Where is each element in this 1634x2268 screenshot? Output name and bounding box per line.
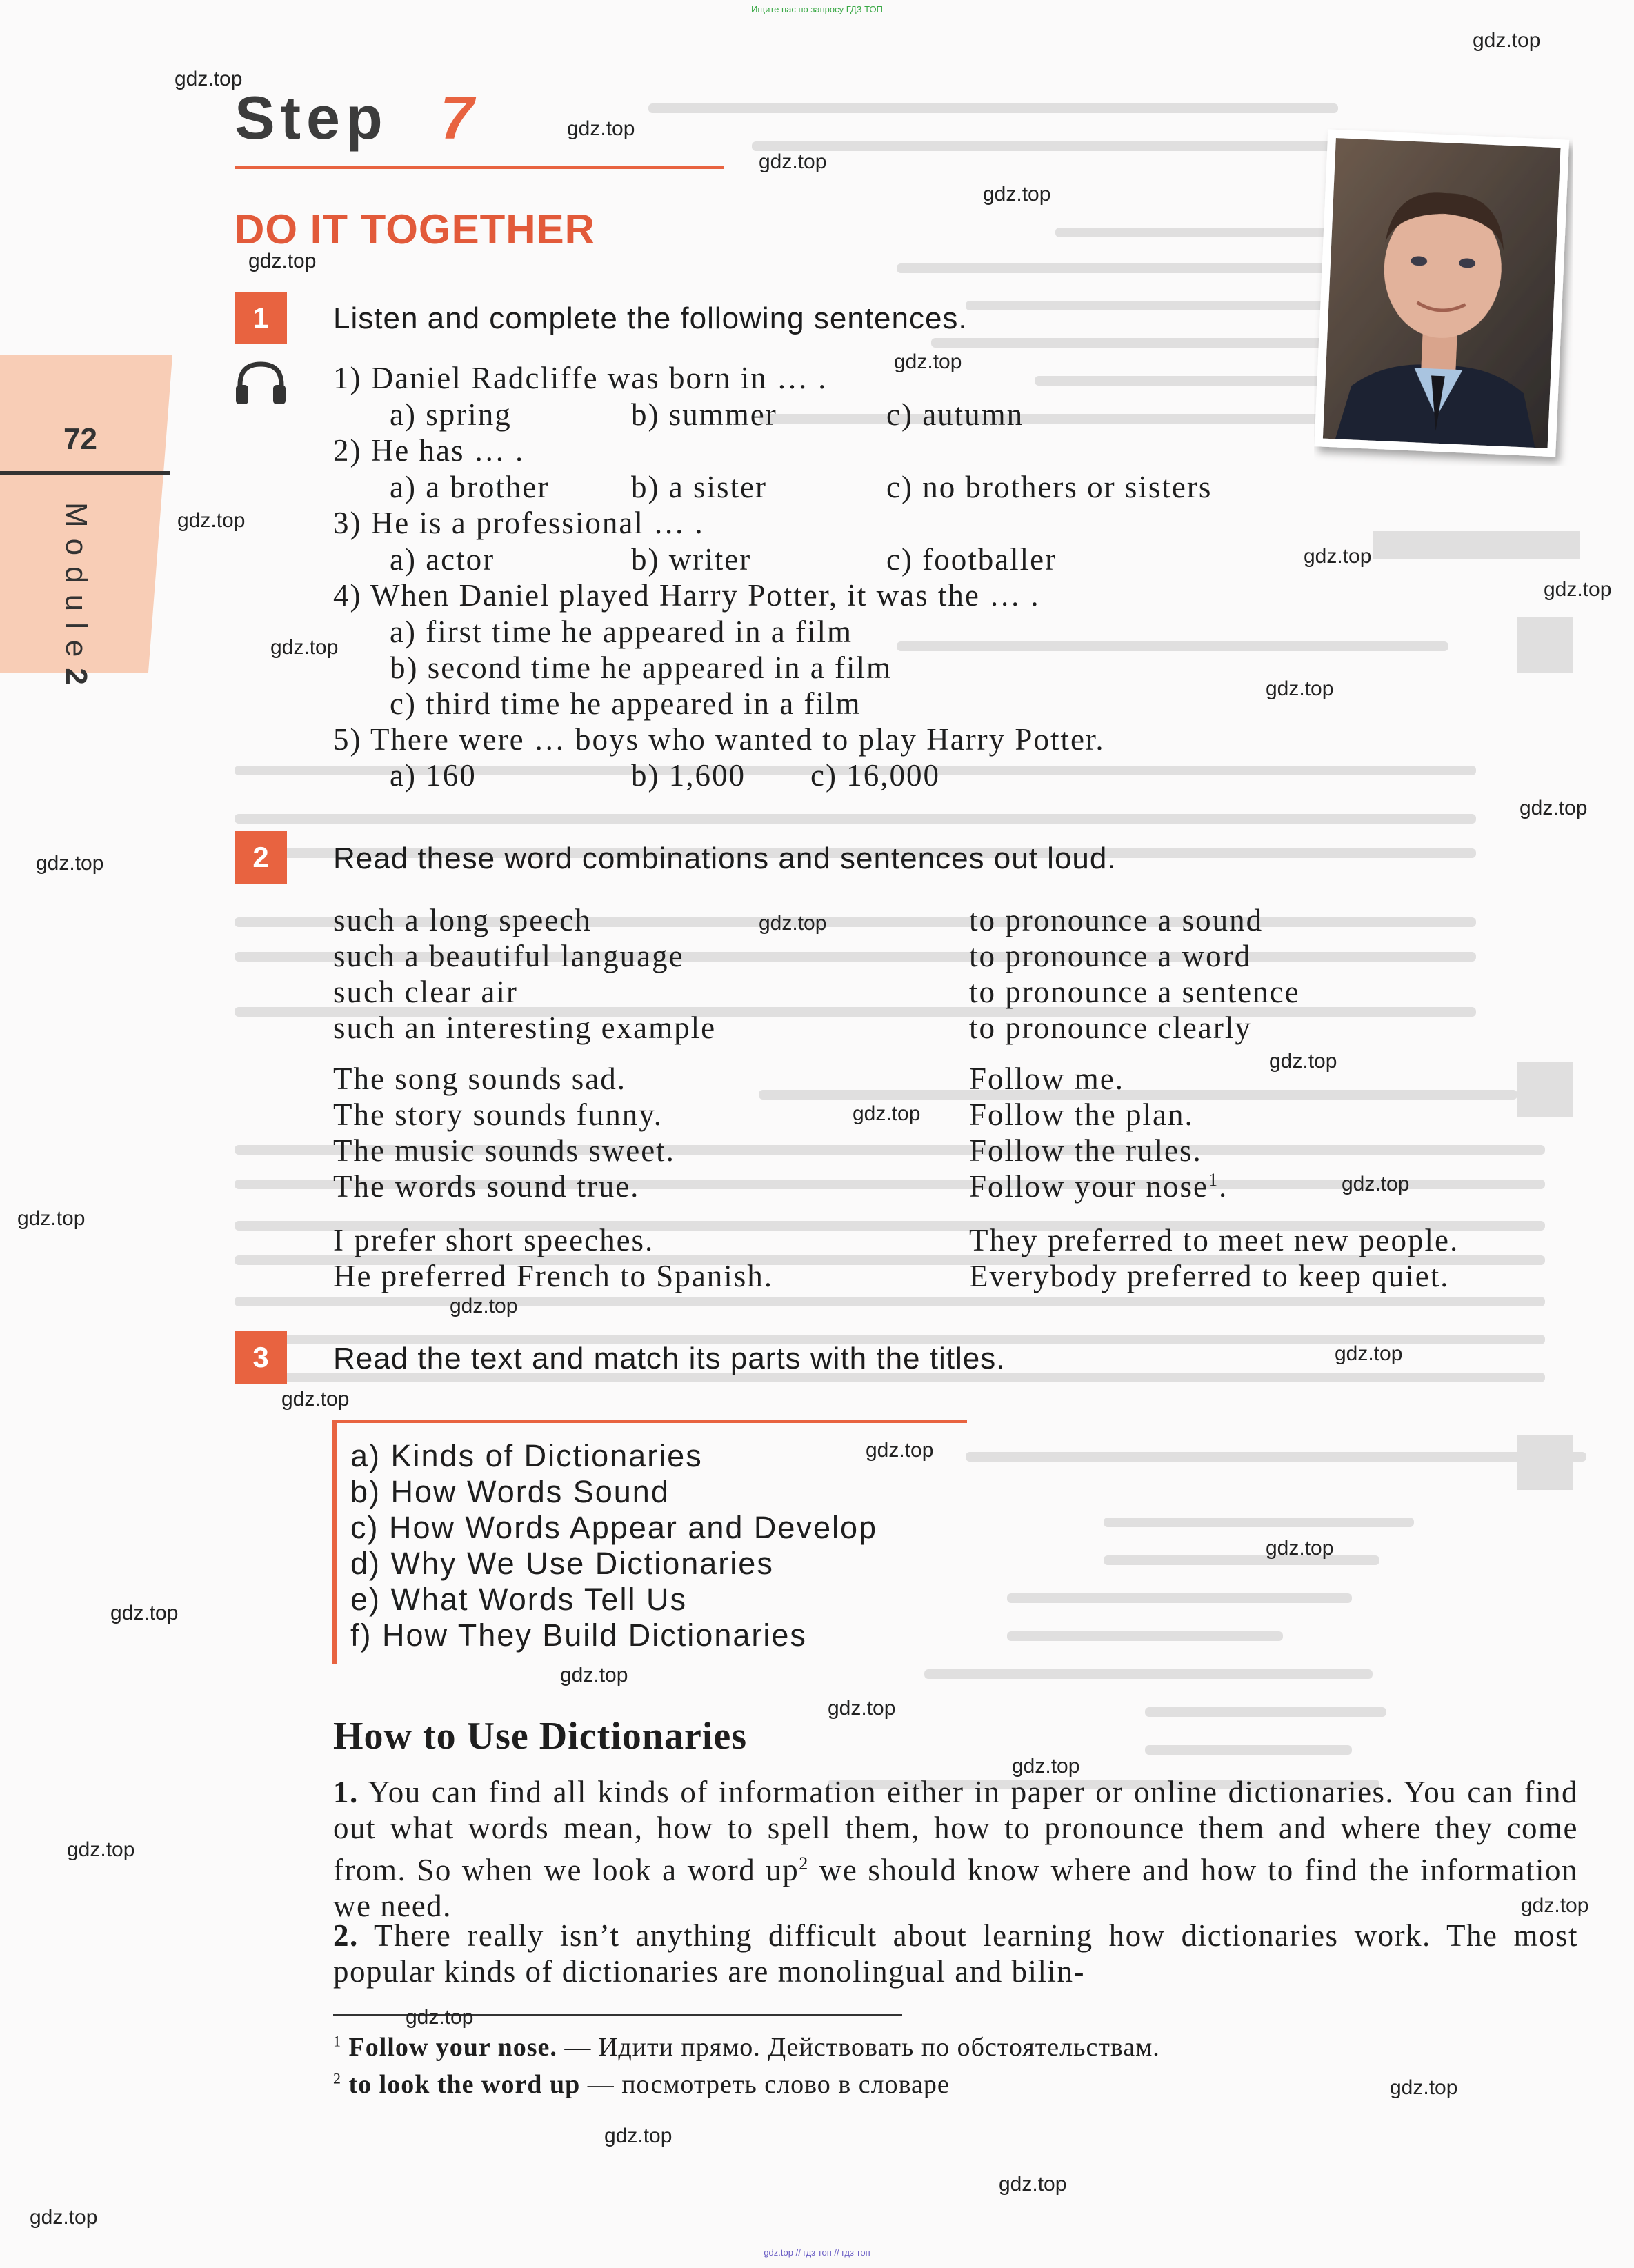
q3-option-b: b) writer xyxy=(631,542,752,577)
q4-option-b: b) second time he appeared in a film xyxy=(390,650,892,685)
q1-option-c: c) autumn xyxy=(886,397,1024,432)
q2-option-a: a) a brother xyxy=(390,470,550,504)
question-2: 2) He has … . xyxy=(333,433,525,468)
sentence-right: Follow your nose$^1$. xyxy=(969,1169,1228,1204)
watermark: gdz.top xyxy=(270,636,339,659)
daniel-radcliffe-photo xyxy=(1314,128,1573,466)
word-combo-right: to pronounce a sound xyxy=(969,903,1264,937)
top-note: Ищите нас по запросу ГДЗ ТОП xyxy=(751,4,883,14)
page-number: 72 xyxy=(63,422,97,456)
watermark: gdz.top xyxy=(1304,545,1372,568)
watermark: gdz.top xyxy=(1342,1173,1410,1195)
titles-box-border xyxy=(332,1420,337,1664)
title-option: c) How Words Appear and Develop xyxy=(350,1510,878,1545)
footnote-mark: 1 xyxy=(1208,1170,1219,1190)
watermark: gdz.top xyxy=(248,250,317,272)
watermark: gdz.top xyxy=(1266,1537,1334,1560)
sentence-left: The story sounds funny. xyxy=(333,1097,664,1132)
title-option: b) How Words Sound xyxy=(350,1474,670,1509)
watermark: gdz.top xyxy=(1390,2076,1458,2099)
headphones-icon[interactable] xyxy=(233,359,288,407)
watermark: gdz.top xyxy=(1269,1050,1337,1073)
q4-option-a: a) first time he appeared in a film xyxy=(390,615,853,649)
sentence-right: Follow the rules. xyxy=(969,1133,1202,1168)
watermark: gdz.top xyxy=(866,1439,934,1462)
q2-option-b: b) a sister xyxy=(631,470,767,504)
q2-option-c: c) no brothers or sisters xyxy=(886,470,1213,504)
watermark: gdz.top xyxy=(828,1697,896,1720)
watermark: gdz.top xyxy=(281,1388,350,1411)
watermark: gdz.top xyxy=(30,2206,98,2229)
word-combo-left: such a long speech xyxy=(333,903,592,937)
task-1-number: 1 xyxy=(235,292,287,344)
footnote-1: $^1$ Follow your nose. — Идити прямо. Действовать по обстоятельствам. xyxy=(333,2032,1160,2062)
q3-option-c: c) footballer xyxy=(886,542,1057,577)
watermark: gdz.top xyxy=(1012,1755,1080,1778)
sentence-left: The words sound true. xyxy=(333,1169,640,1204)
titles-box-border xyxy=(332,1420,967,1423)
watermark: gdz.top xyxy=(1266,677,1334,700)
step-number: 7 xyxy=(440,83,474,152)
text-paragraph-1: 1. You can find all kinds of information either in paper or online dictionaries. You can find out what words mean, how to spell them, how to pronounce them and where they come from. So when we look a word $up^2$ we should know where and how to find the information we need. xyxy=(333,1775,1578,1923)
sentence-right: They preferred to meet new people. xyxy=(969,1223,1459,1257)
footnote-mark: 2 xyxy=(799,1853,809,1873)
watermark: gdz.top xyxy=(567,117,635,140)
watermark: gdz.top xyxy=(1335,1342,1403,1365)
task-3-instruction: Read the text and match its parts with the titles. xyxy=(333,1342,1006,1375)
footnote-2: $^2$ to look the word up — посмотреть слово в словаре xyxy=(333,2069,950,2099)
watermark: gdz.top xyxy=(999,2173,1067,2196)
watermark: gdz.top xyxy=(1544,578,1612,601)
text-heading: How to Use Dictionaries xyxy=(333,1715,748,1758)
watermark: gdz.top xyxy=(1473,29,1541,52)
watermark: gdz.top xyxy=(175,68,243,90)
sentence-left: I prefer short speeches. xyxy=(333,1223,655,1257)
watermark: gdz.top xyxy=(853,1102,921,1125)
sentence-left: The song sounds sad. xyxy=(333,1062,626,1096)
watermark: gdz.top xyxy=(1520,797,1588,819)
watermark: gdz.top xyxy=(67,1838,135,1861)
watermark: gdz.top xyxy=(759,150,827,173)
task-2-number: 2 xyxy=(235,831,287,884)
word-combo-left: such a beautiful language xyxy=(333,939,684,973)
sentence-right: Follow the plan. xyxy=(969,1097,1194,1132)
question-1: 1) Daniel Radcliffe was born in … . xyxy=(333,361,828,395)
watermark: gdz.top xyxy=(1521,1894,1589,1917)
q4-option-c: c) third time he appeared in a film xyxy=(390,686,861,721)
bottom-note: gdz.top // гдз топ // гдз топ xyxy=(764,2247,870,2258)
sentence-left: He preferred French to Spanish. xyxy=(333,1259,774,1293)
watermark: gdz.top xyxy=(759,912,827,935)
sentence-right: Follow me. xyxy=(969,1062,1125,1096)
word-combo-right: to pronounce a sentence xyxy=(969,975,1300,1009)
module-label xyxy=(54,497,102,724)
task-2-instruction: Read these word combinations and sentences out loud. xyxy=(333,842,1117,875)
watermark: gdz.top xyxy=(17,1207,86,1230)
watermark: gdz.top xyxy=(36,852,104,875)
title-option: d) Why We Use Dictionaries xyxy=(350,1546,774,1581)
q1-option-a: a) spring xyxy=(390,397,512,432)
task-3-number: 3 xyxy=(235,1331,287,1384)
q1-option-b: b) summer xyxy=(631,397,777,432)
module-number: 2 xyxy=(59,668,93,696)
question-5: 5) There were … boys who wanted to play Harry Potter. xyxy=(333,722,1105,757)
word-combo-left: such clear air xyxy=(333,975,518,1009)
q3-option-a: a) actor xyxy=(390,542,495,577)
step-underline xyxy=(235,166,724,169)
watermark: gdz.top xyxy=(110,1602,179,1624)
word-combo-right: to pronounce clearly xyxy=(969,1011,1252,1045)
page-number-rule xyxy=(0,471,170,475)
sentence-left: The music sounds sweet. xyxy=(333,1133,675,1168)
q5-option-c: c) 16,000 xyxy=(810,758,940,793)
title-option: f) How They Build Dictionaries xyxy=(350,1618,807,1653)
sentence-right: Everybody preferred to keep quiet. xyxy=(969,1259,1450,1293)
watermark: gdz.top xyxy=(983,183,1051,206)
watermark: gdz.top xyxy=(604,2125,672,2147)
q5-option-a: a) 160 xyxy=(390,758,477,793)
watermark: gdz.top xyxy=(406,2006,474,2029)
title-option: e) What Words Tell Us xyxy=(350,1582,687,1617)
svg-text:Module2 xyxy=(59,502,93,696)
section-heading: DO IT TOGETHER xyxy=(235,206,595,252)
word-combo-left: such an interesting example xyxy=(333,1011,717,1045)
title-option: a) Kinds of Dictionaries xyxy=(350,1438,703,1473)
word-combo-right: to pronounce a word xyxy=(969,939,1252,973)
module-label-text: Module xyxy=(59,502,93,668)
watermark: gdz.top xyxy=(450,1295,518,1317)
watermark: gdz.top xyxy=(560,1664,628,1687)
question-4: 4) When Daniel played Harry Potter, it was the … . xyxy=(333,578,1040,613)
watermark: gdz.top xyxy=(894,350,962,373)
task-1-instruction: Listen and complete the following sentences. xyxy=(333,301,968,335)
q5-option-b: b) 1,600 xyxy=(631,758,746,793)
watermark: gdz.top xyxy=(177,509,246,532)
text-paragraph-2: 2. There really isn’t anything difficult about learning how dictionaries work. The most popular kinds of dictionaries are monolingual and bilin- xyxy=(333,1918,1578,1989)
step-title: Step xyxy=(235,83,388,152)
question-3: 3) He is a professional … . xyxy=(333,506,704,540)
